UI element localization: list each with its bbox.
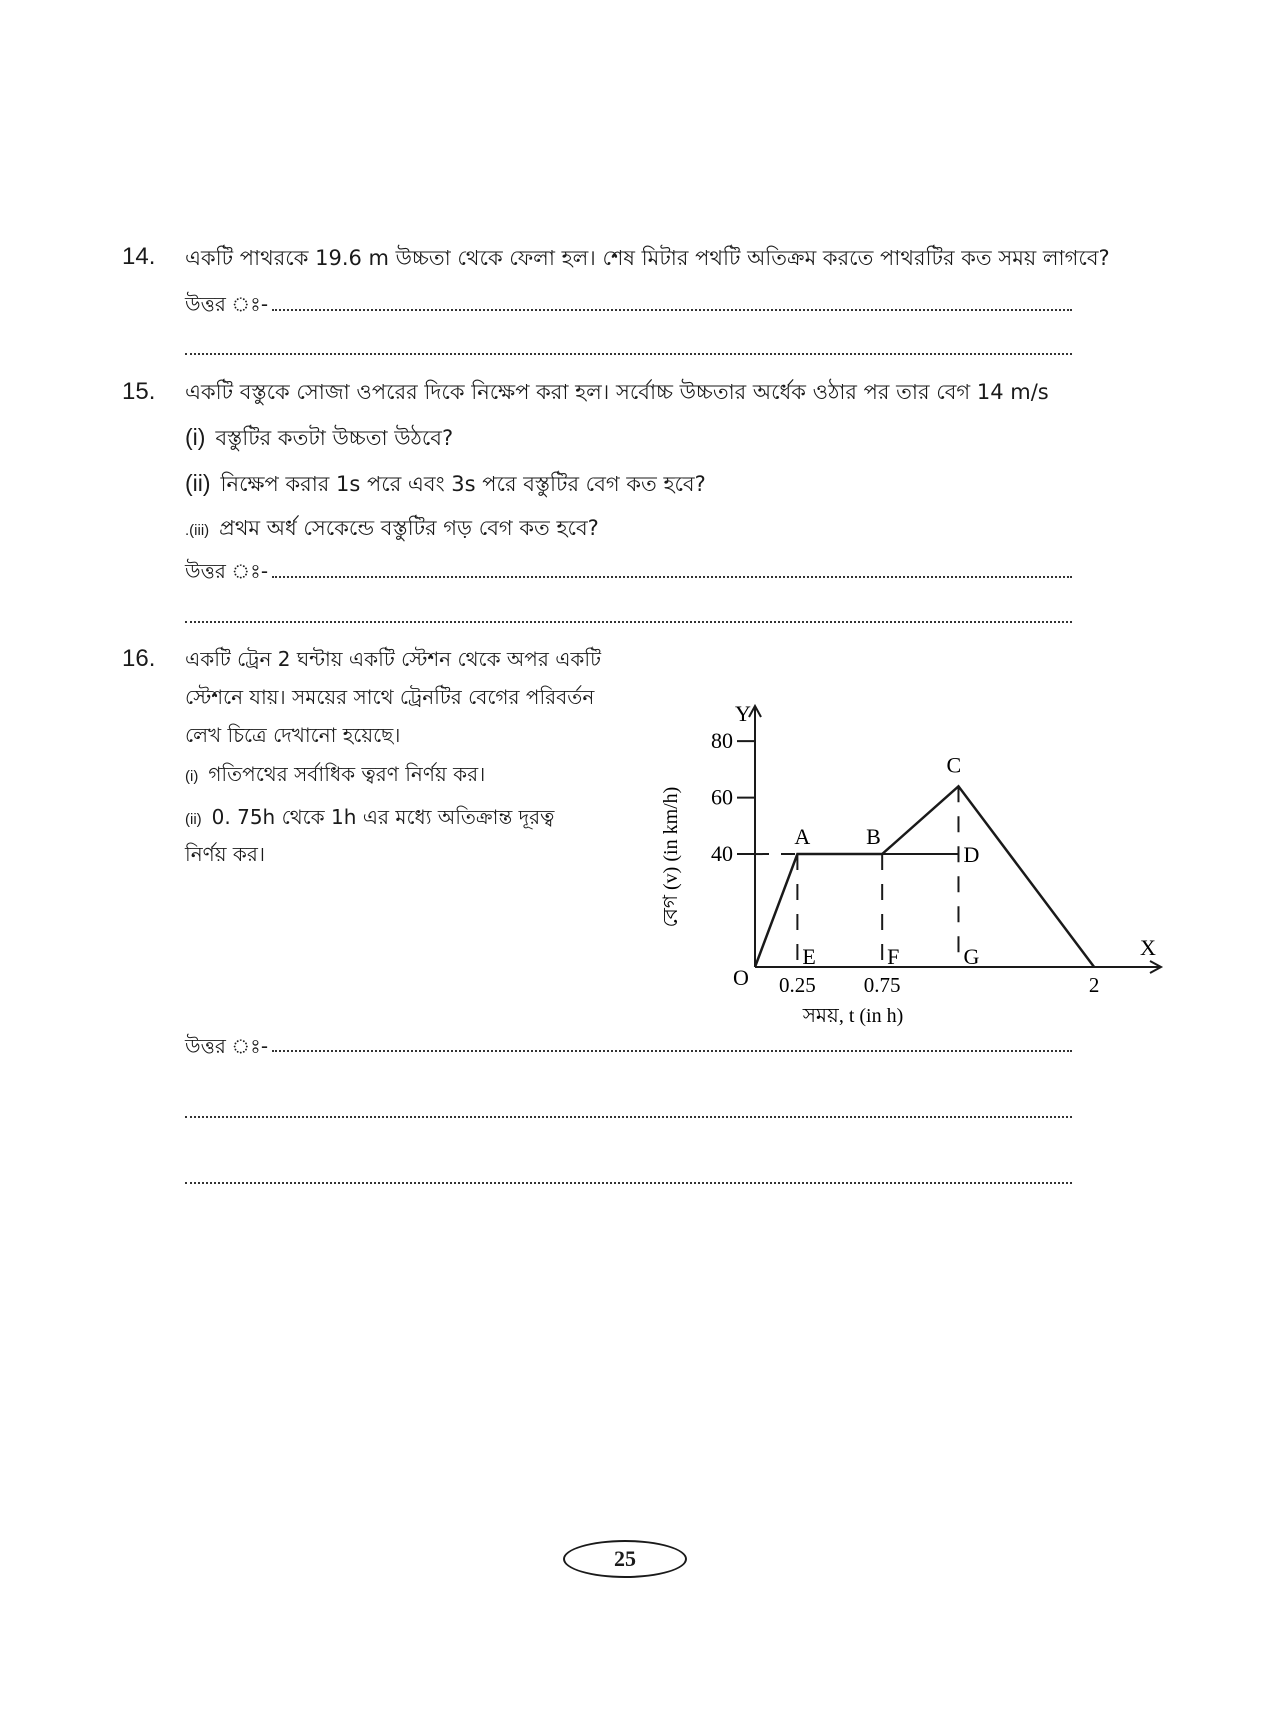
question-15-part-iii xyxy=(185,512,599,547)
answer-label-14: উত্তর ঃ- xyxy=(185,292,269,316)
answer-line xyxy=(272,576,1072,578)
point-label: A xyxy=(794,824,811,850)
answer-line xyxy=(185,621,1072,623)
part-number: (i) xyxy=(185,768,199,785)
part-text: নিক্ষেপ করার 1s পরে এবং 3s পরে বস্তুটির বেগ কত হবে? xyxy=(220,472,706,496)
question-16-line: স্টেশনে যায়। সময়ের সাথে ট্রেনটির বেগের পরিবর্তন xyxy=(185,685,595,709)
answer-label-15: উত্তর ঃ- xyxy=(185,559,269,583)
point-label: F xyxy=(887,944,900,969)
part-text: প্রথম অর্ধ সেকেন্ডে বস্তুটির গড় বেগ কত হবে? xyxy=(219,516,599,540)
answer-line xyxy=(185,353,1072,355)
question-15-text: একটি বস্তুকে সোজা ওপরের দিকে নিক্ষেপ করা হল। সর্বোচ্চ উচ্চতার অর্ধেক ওঠার পর তার বেগ 14 m/s xyxy=(185,380,1049,404)
y-tick-label: 40 xyxy=(711,841,733,867)
part-number: (ii) xyxy=(185,470,211,496)
point-label: B xyxy=(866,824,881,850)
question-15-number: 15. xyxy=(122,378,156,405)
answer-line xyxy=(185,1116,1072,1118)
question-14-number: 14. xyxy=(122,243,156,270)
question-16-line: লেখ চিত্রে দেখানো হয়েছে। xyxy=(185,723,401,747)
x-tick-label: 2 xyxy=(1088,973,1100,997)
point-label: C xyxy=(946,752,962,778)
question-14-text: একটি পাথরকে 19.6 m উচ্চতা থেকে ফেলা হল। শেষ মিটার পথটি অতিক্রম করতে পাথরটির কত সময় লাগবে? xyxy=(185,246,1110,270)
answer-line xyxy=(185,1182,1072,1184)
question-16-line: একটি ট্রেন 2 ঘন্টায় একটি স্টেশন থেকে অপর একটি xyxy=(185,647,602,671)
point-label: E xyxy=(802,944,816,969)
y-axis-title: বেগ (v) (in km/h) xyxy=(660,786,682,928)
point-label: D xyxy=(963,842,980,868)
point-label: G xyxy=(963,944,980,969)
x-axis-letter: X xyxy=(1140,935,1156,960)
x-axis-title: সময়, t (in h) xyxy=(802,1005,904,1027)
question-15-part-ii xyxy=(185,468,706,503)
velocity-line xyxy=(755,786,1094,967)
velocity-time-graph xyxy=(640,680,1156,1040)
answer-line xyxy=(272,1050,1072,1052)
part-number: (i) xyxy=(185,424,206,450)
y-tick-label: 80 xyxy=(711,728,733,754)
question-16-part-i xyxy=(185,760,485,793)
answer-label-16: উত্তর ঃ- xyxy=(185,1034,269,1058)
question-16-part-ii-continued: নির্ণয় কর। xyxy=(185,842,266,866)
part-number: .(iii) xyxy=(185,522,210,539)
y-axis-letter: Y xyxy=(735,701,751,726)
part-text: বস্তুটির কতটা উচ্চতা উঠবে? xyxy=(215,426,454,450)
x-tick-label: 0.75 xyxy=(863,973,901,997)
x-tick-label: 0.25 xyxy=(779,973,816,997)
part-number: (ii) xyxy=(185,811,202,828)
question-16-number: 16. xyxy=(122,645,156,672)
part-text: গতিপথের সর্বাধিক ত্বরণ নির্ণয় কর। xyxy=(208,762,486,786)
origin-label: O xyxy=(733,965,749,990)
answer-line xyxy=(272,309,1072,311)
page-number: 25 xyxy=(563,1540,687,1578)
question-16-part-ii xyxy=(185,803,554,836)
part-text: 0. 75h থেকে 1h এর মধ্যে অতিক্রান্ত দূরত্ব xyxy=(211,805,555,829)
question-15-part-i xyxy=(185,422,453,457)
y-tick-label: 60 xyxy=(711,784,733,810)
question-16-text xyxy=(185,640,625,754)
